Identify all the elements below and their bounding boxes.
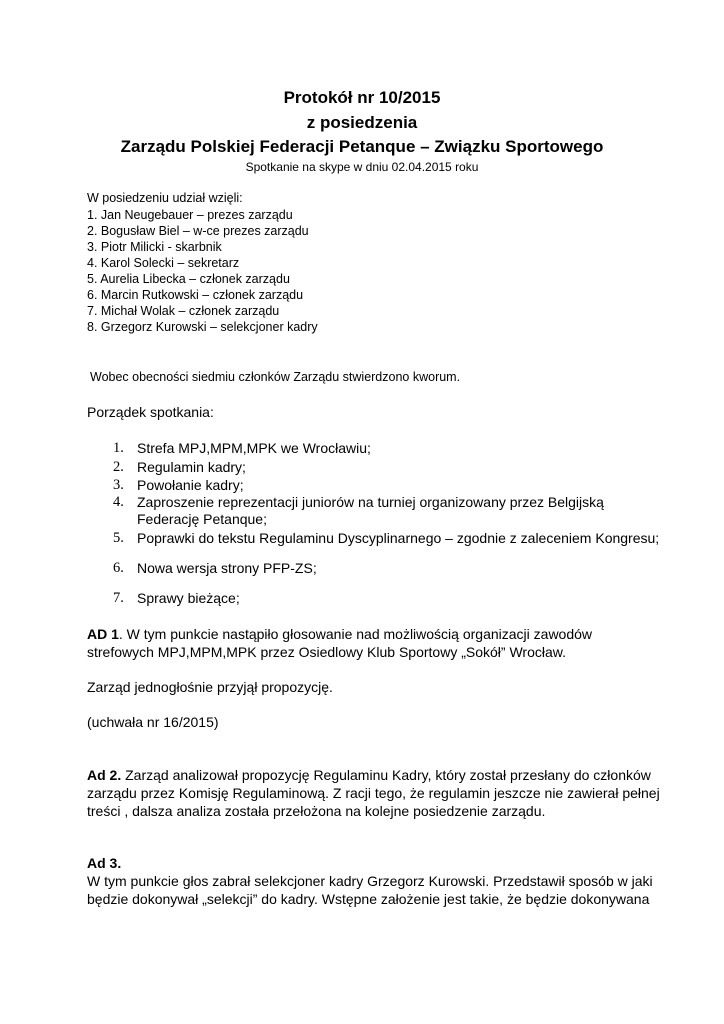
agenda-item-number: 7.: [113, 590, 124, 606]
member-item: 3. Piotr Milicki - skarbnik: [87, 240, 222, 254]
ad2-paragraph-line: zarządu przez Komisję Regulaminową. Z racji tego, że regulamin jeszcze nie zawierał pełnej: [87, 785, 660, 801]
agenda-item-number: 1.: [113, 440, 124, 456]
member-item: 6. Marcin Rutkowski – członek zarządu: [87, 288, 304, 302]
ad1-text: . W tym punkcie nastąpiło głosowanie nad możliwością organizacji zawodów: [118, 626, 593, 642]
agenda-item-text: Poprawki do tekstu Regulaminu Dyscyplinarnego – zgodnie z zaleceniem Kongresu;: [137, 530, 660, 546]
agenda-item-text: Nowa wersja strony PFP-ZS;: [137, 560, 317, 576]
member-item: 5. Aurelia Libecka – członek zarządu: [87, 272, 290, 286]
protocol-title: Protokół nr 10/2015: [283, 88, 441, 107]
agenda-item-text: Powołanie kadry;: [137, 477, 244, 493]
agenda-item-number: 3.: [113, 477, 124, 493]
agenda-item-text: Regulamin kadry;: [137, 459, 246, 475]
agenda-item-text: Strefa MPJ,MPM,MPK we Wrocławiu;: [137, 440, 371, 456]
organization-title: Zarządu Polskiej Federacji Petanque – Związku Sportowego: [120, 137, 604, 156]
ad3-label: Ad 3.: [87, 855, 122, 871]
ad1-label: AD 1: [87, 626, 119, 642]
agenda-item-number: 6.: [113, 560, 124, 576]
agenda-item-text: Zaproszenie reprezentacji juniorów na turniej organizowany przez Belgijską: [137, 494, 604, 510]
ad2-label: Ad 2.: [87, 767, 122, 783]
ad1-decision: Zarząd jednogłośnie przyjął propozycję.: [87, 679, 333, 695]
attendance-intro: W posiedzeniu udział wzięli:: [87, 191, 243, 205]
member-item: 2. Bogusław Biel – w-ce prezes zarządu: [87, 224, 309, 238]
agenda-item-number: 4.: [113, 494, 124, 510]
agenda-item-text-continued: Federację Petanque;: [137, 511, 267, 527]
agenda-item-number: 5.: [113, 530, 124, 546]
meeting-info: Spotkanie na skype w dniu 02.04.2015 roku: [245, 160, 479, 174]
ad2-paragraph-line: treści , dalsza analiza została przełożona na kolejne posiedzenie zarządu.: [87, 803, 546, 819]
member-item: 7. Michał Wolak – członek zarządu: [87, 304, 280, 318]
agenda-item-number: 2.: [113, 459, 124, 475]
ad1-paragraph-line: [87, 626, 592, 642]
quorum-statement: Wobec obecności siedmiu członków Zarządu stwierdzono kworum.: [90, 370, 461, 384]
agenda-heading: Porządek spotkania:: [87, 404, 214, 420]
ad3-paragraph-line: W tym punkcie głos zabrał selekcjoner kadry Grzegorz Kurowski. Przedstawił sposób w jaki: [87, 873, 653, 889]
agenda-item-text: Sprawy bieżące;: [137, 590, 240, 606]
ad1-resolution: (uchwała nr 16/2015): [87, 714, 219, 730]
ad2-text: Zarząd analizował propozycję Regulaminu Kadry, który został przesłany do członków: [121, 767, 651, 783]
protocol-subtitle: z posiedzenia: [306, 113, 418, 132]
member-item: 4. Karol Solecki – sekretarz: [87, 256, 240, 270]
member-item: 8. Grzegorz Kurowski – selekcjoner kadry: [87, 320, 318, 334]
ad2-paragraph-line: [87, 767, 651, 783]
ad3-paragraph-line: będzie dokonywał „selekcji” do kadry. Wstępne założenie jest takie, że będzie dokonywana: [87, 891, 650, 907]
member-item: 1. Jan Neugebauer – prezes zarządu: [87, 208, 293, 222]
ad1-paragraph-line: strefowych MPJ,MPM,MPK przez Osiedlowy Klub Sportowy „Sokół” Wrocław.: [87, 644, 566, 660]
